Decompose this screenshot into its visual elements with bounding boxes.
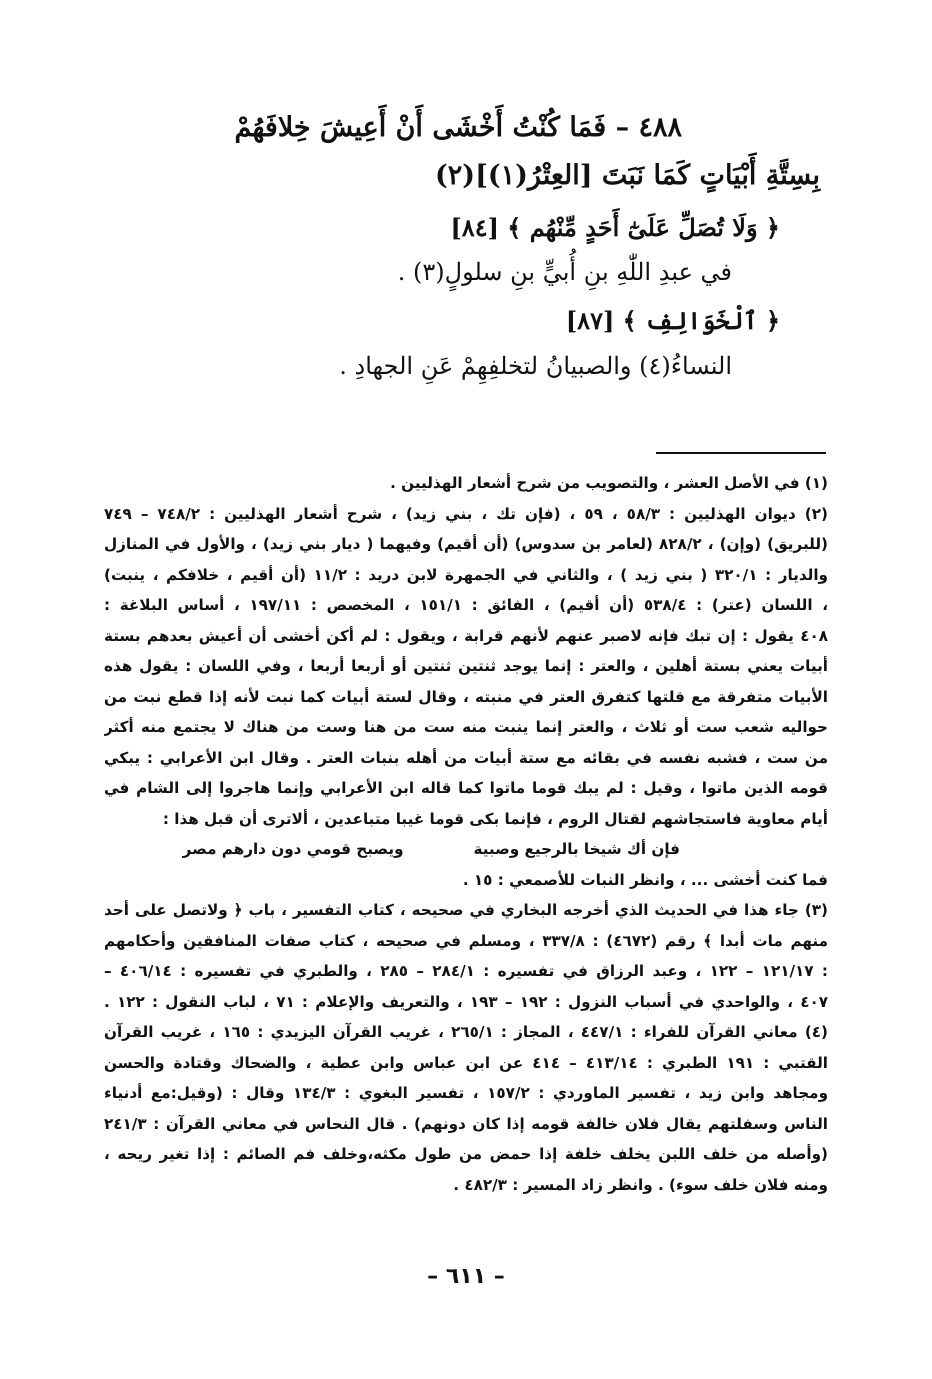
footnote-4-line: ومنه فلان خلف سوء) . وانظر زاد المسير : ٤٨٢/٣ .: [453, 1175, 828, 1194]
footnote-2-line: ، اللسان (عتر) : ٥٣٨/٤ (أن أقيم) ، الفائق : ١٥١/١ ، المخصص : ١٩٧/١١ ، أساس البلاغة :: [104, 596, 828, 614]
footnote-2-line: حواليه شعب ست أو ثلاث ، والعتر إنما ينبت منه ست من هنا وست من هناك لا يجتمع منه أكثر: [104, 718, 828, 736]
footnote-3-line: : ١٢١/١٧ – ١٢٢ ، وعبد الرزاق في تفسيره : ٢٨٤/١ – ٢٨٥ ، والطبري في تفسيره : ٤٠٦/١٤ –: [104, 962, 828, 980]
footnote-2-line: أيام معاوية فاستجاشهم لقتال الروم ، فإنما بكى قوما غيبا متباعدين ، ألاترى أن قبل هذا :: [162, 809, 828, 828]
footnote-4-line: ومجاهد وابن زيد ، تفسير الماوردي : ١٥٧/٢ ، تفسير البغوي : ١٣٤/٣ وقال : (وقيل:مع أدنياء: [104, 1084, 828, 1102]
footnote-4-line: الناس وسفلتهم يقال فلان خالفة قومه إذا كان دونهم) . قال النحاس في معاني القرآن : ٢٤١/٣: [104, 1114, 828, 1133]
quran-phrase-84: ﴿ وَلَا تُصَلِّ عَلَىٰٓ أَحَدٍ مِّنْهُم ﴾ [٨٤]: [450, 213, 780, 242]
footnote-2-line: (٢) ديوان الهذليين : ٥٨/٣ ، ٥٩ ، (فإن تك ، بني زيد) ، شرح أشعار الهذليين : ٧٤٨/٢ – ٧٤٩: [104, 504, 828, 523]
footnote-2-line: والديار : ٣٢٠/١ ( بني زيد ) ، والثاني في الجمهرة لابن دريد : ١١/٢ (أن أقيم ، خلافكم ، ينبت): [104, 565, 828, 584]
gloss-87: النساءُ(٤) والصبيانُ لتخلفِهِمْ عَنِ الجهادِ .: [339, 352, 732, 380]
poetry-hemistich-1: فإن أك شيخا بالرجيع وصبية: [473, 840, 680, 858]
footnote-2-line: (للبريق) (وإن) ، ٨٢٨/٢ (لعامر بن سدوس) (أن أقيم) وفيهما ( ديار بني زيد) ، والأول في المنازل: [104, 535, 828, 553]
footnote-3-line: منهم مات أبدا ﴾ رقم (٤٦٧٢) : ٣٣٧/٨ ، ومسلم في صحيحه ، كتاب صفات المنافقين وأحكامهم: [104, 931, 828, 950]
verse-line-1: ٤٨٨ – فَمَا كُنْتُ أَخْشَى أَنْ أَعِيشَ خِلافَهُمْ: [234, 112, 682, 143]
footnote-2-line: ٤٠٨ يقول : إن تبك فإنه لاصبر عنهم لأنهم قرابة ، ويقول : لم أكن أخشى أن أعيش بعدهم بستة: [104, 626, 828, 645]
footnote-2-line: فما كنت أخشى ... ، وانظر النبات للأصمعي : ١٥ .: [462, 870, 828, 889]
quoted-poetry-line: [104, 834, 828, 865]
footnote-2-line: قومه الذين ماتوا ، وقيل : لم يبك قوما ماتوا كما قاله ابن الأعرابي وإنما هاجروا إلى الشام في: [104, 779, 828, 797]
page-number: – ٦١١ –: [427, 1264, 505, 1289]
gloss-84: في عبدِ اللّٰهِ بنِ أُبيٍّ بنِ سلولٍ(٣) .: [397, 258, 732, 286]
footnote-2-line: أبيات يعني بستة أهلين ، والعتر : إنما يوجد ثنتين ثنتين أو أربعا أربعا ، وفي اللسان : يقول هذه: [104, 657, 828, 675]
footnotes: [104, 468, 828, 1200]
footnote-2-line: الأبيات متفرقة مع قلتها كتفرق العتر في منبته ، وقال لستة أبيات كما نبت لأنه إذا قطع نبت من: [104, 687, 828, 706]
footnote-4-line: القتبي : ١٩١ الطبري : ٤١٣/١٤ – ٤١٤ عن ابن عباس وابن عطية ، والضحاك وقتادة والحسن: [104, 1053, 828, 1072]
quran-phrase-87: ﴿ ٱلْخَوَالِفِ ﴾ [٨٧]: [565, 306, 780, 335]
footnote-4-line: (وأصله من خلف اللبن يخلف خلفة إذا حمض من طول مكثه،وخلف فم الصائم : إذا تغير ريحه ،: [104, 1145, 828, 1163]
footnote-separator: [656, 452, 826, 454]
verse-line-2: بِسِتَّةِ أَبْيَاتٍ كَمَا نَبَتَ [العِتْرُ(١)](٢): [435, 160, 820, 191]
footnote-3-line: ٤٠٧ ، والواحدي في أسباب النزول : ١٩٢ – ١٩٣ ، والتعريف والإعلام : ٧١ ، لباب النقول : ١٢٢ .: [104, 992, 828, 1011]
footnote-2-line: من ست ، فشبه نفسه في بقائه مع ستة أبيات من أهله بنبات العتر . وقال ابن الأعرابي : يبكي: [104, 748, 828, 767]
poetry-hemistich-2: ويصبح قومي دون دارهم مصر: [182, 840, 404, 858]
footnote-1: (١) في الأصل العشر ، والتصويب من شرح أشعار الهذليين .: [390, 474, 828, 492]
footnote-4-line: (٤) معاني القرآن للفراء : ٤٤٧/١ ، المجاز : ٢٦٥/١ ، غريب القرآن اليزيدي : ١٦٥ ، غريب القرآن: [104, 1023, 828, 1041]
footnote-3-line: (٣) جاء هذا في الحديث الذي أخرجه البخاري في صحيحه ، كتاب التفسير ، باب ﴿ ولاتصل على أحد: [104, 901, 828, 919]
